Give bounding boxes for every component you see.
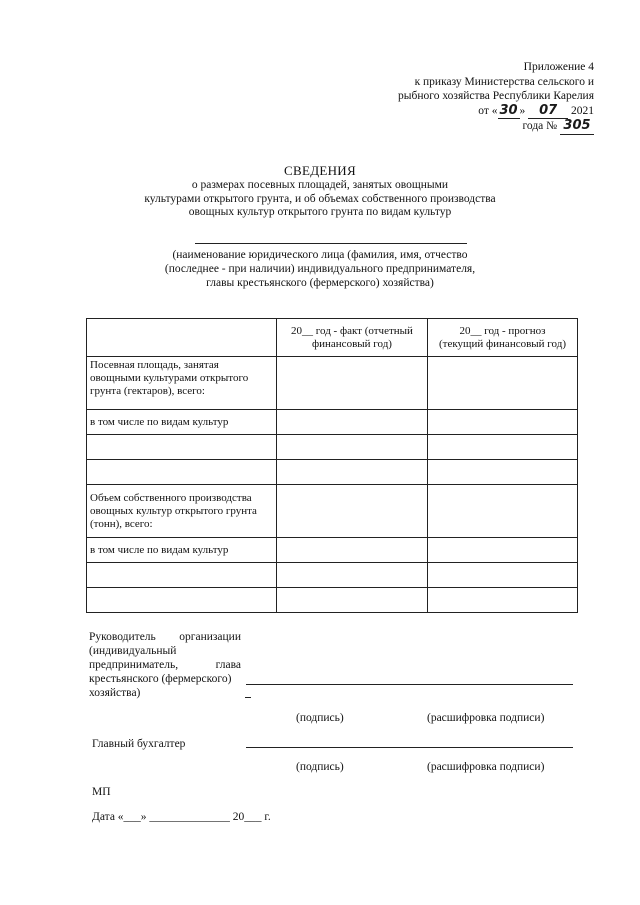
number-prefix: года № — [522, 120, 558, 132]
name-caption-line-2: (последнее - при наличии) индивидуального предпринимателя, — [164, 263, 476, 275]
cell-blank[interactable] — [428, 563, 578, 588]
area-label-line-1: Посевная площадь, занятая — [90, 359, 219, 371]
appendix-date-line — [398, 104, 594, 120]
table-row-volume-blank-2 — [87, 588, 578, 613]
stamp-place-label: МП — [92, 786, 111, 798]
data-table — [86, 318, 578, 613]
header-fact-year — [277, 319, 428, 357]
subtitle-line-1: о размерах посевных площадей, занятых овощными — [191, 179, 449, 191]
row-label-blank[interactable] — [87, 563, 277, 588]
cell-volume-by-crop-fact[interactable] — [277, 538, 428, 563]
chief-accountant-signature-line[interactable] — [246, 747, 573, 748]
cell-volume-forecast[interactable] — [428, 485, 578, 538]
head-label-line-5: хозяйства) — [89, 687, 141, 699]
table-row-volume-total — [87, 485, 578, 538]
head-of-organization-label — [89, 630, 241, 700]
row-label-blank[interactable] — [87, 588, 277, 613]
date-month: 07 — [528, 104, 568, 120]
head-label-line-3: предприниматель, глава — [89, 659, 241, 671]
volume-label-line-1: Объем собственного производства — [90, 491, 252, 504]
row-label-blank[interactable] — [87, 460, 277, 485]
cell-blank[interactable] — [277, 588, 428, 613]
row-label-area-total — [87, 357, 277, 410]
header-forecast-line-2: (текущий финансовый год) — [439, 337, 566, 350]
cell-area-fact[interactable] — [277, 357, 428, 410]
order-number: 305 — [560, 119, 594, 135]
area-label-line-2: овощными культурами открытого — [90, 372, 249, 384]
row-label-area-by-crop: в том числе по видам культур — [87, 410, 277, 435]
row-label-volume-by-crop: в том числе по видам культур — [87, 538, 277, 563]
table-row-volume-blank-1 — [87, 563, 578, 588]
header-empty-cell — [87, 319, 277, 357]
cell-area-by-crop-forecast[interactable] — [428, 410, 578, 435]
head-label-line-2: (индивидуальный — [89, 645, 177, 657]
table-row-area-by-crop — [87, 410, 578, 435]
accountant-decode-caption: (расшифровка подписи) — [427, 761, 545, 773]
entity-name-field[interactable] — [195, 243, 467, 244]
accountant-sign-caption: (подпись) — [296, 761, 344, 773]
cell-blank[interactable] — [428, 435, 578, 460]
head-label-line-4: крестьянского (фермерского) — [89, 673, 232, 685]
table-row-volume-by-crop — [87, 538, 578, 563]
cell-volume-fact[interactable] — [277, 485, 428, 538]
volume-label-line-3: (тонн), всего: — [90, 517, 153, 530]
subtitle-line-2: культурами открытого грунта, и об объемах собственного производства — [144, 192, 496, 205]
cell-area-forecast[interactable] — [428, 357, 578, 410]
name-caption-line-3: главы крестьянского (фермерского) хозяйства) — [206, 277, 434, 289]
cell-blank[interactable] — [428, 460, 578, 485]
area-label-line-3: грунта (гектаров), всего: — [90, 385, 205, 397]
cell-volume-by-crop-forecast[interactable] — [428, 538, 578, 563]
name-caption-line-1: (наименование юридического лица (фамилия, имя, отчество — [172, 249, 468, 261]
document-title: СВЕДЕНИЯ — [284, 163, 356, 178]
table-row-area-total — [87, 357, 578, 410]
head-signature-line[interactable] — [246, 684, 573, 685]
appendix-line-1: Приложение 4 — [523, 61, 594, 73]
appendix-number-line — [398, 119, 594, 135]
chief-accountant-label: Главный бухгалтер — [92, 738, 186, 750]
table-row-area-blank-1 — [87, 435, 578, 460]
appendix-line-3: рыбного хозяйства Республики Карелия — [398, 90, 594, 102]
date-prefix: от « — [478, 104, 498, 117]
header-forecast-year — [428, 319, 578, 357]
row-label-volume-total — [87, 485, 277, 538]
table-header-row — [87, 319, 578, 357]
head-decode-caption: (расшифровка подписи) — [427, 712, 545, 724]
row-label-blank[interactable] — [87, 435, 277, 460]
document-subtitle — [0, 179, 640, 220]
cell-blank[interactable] — [277, 460, 428, 485]
appendix-line-2: к приказу Министерства сельского и — [414, 75, 594, 88]
cell-area-by-crop-fact[interactable] — [277, 410, 428, 435]
head-label-line-1: Руководитель организации — [89, 631, 241, 643]
cell-blank[interactable] — [428, 588, 578, 613]
volume-label-line-2: овощных культур открытого грунта — [90, 504, 257, 517]
date-day: 30 — [499, 102, 518, 118]
entity-name-caption — [0, 248, 640, 290]
date-mid: » — [519, 104, 526, 117]
table-row-area-blank-2 — [87, 460, 578, 485]
appendix-header — [398, 60, 594, 135]
date-field[interactable]: Дата «___» ______________ 20___ г. — [92, 811, 271, 823]
header-fact-line-2: финансовый год) — [312, 337, 392, 350]
cell-blank[interactable] — [277, 435, 428, 460]
cell-blank[interactable] — [277, 563, 428, 588]
dash-mark — [245, 697, 251, 698]
date-year: 2021 — [571, 104, 594, 117]
header-fact-line-1: 20__ год - факт (отчетный — [291, 324, 413, 337]
head-sign-caption: (подпись) — [296, 712, 344, 724]
header-forecast-line-1: 20__ год - прогноз — [459, 324, 546, 337]
subtitle-line-3: овощных культур открытого грунта по видам культур — [188, 206, 452, 218]
